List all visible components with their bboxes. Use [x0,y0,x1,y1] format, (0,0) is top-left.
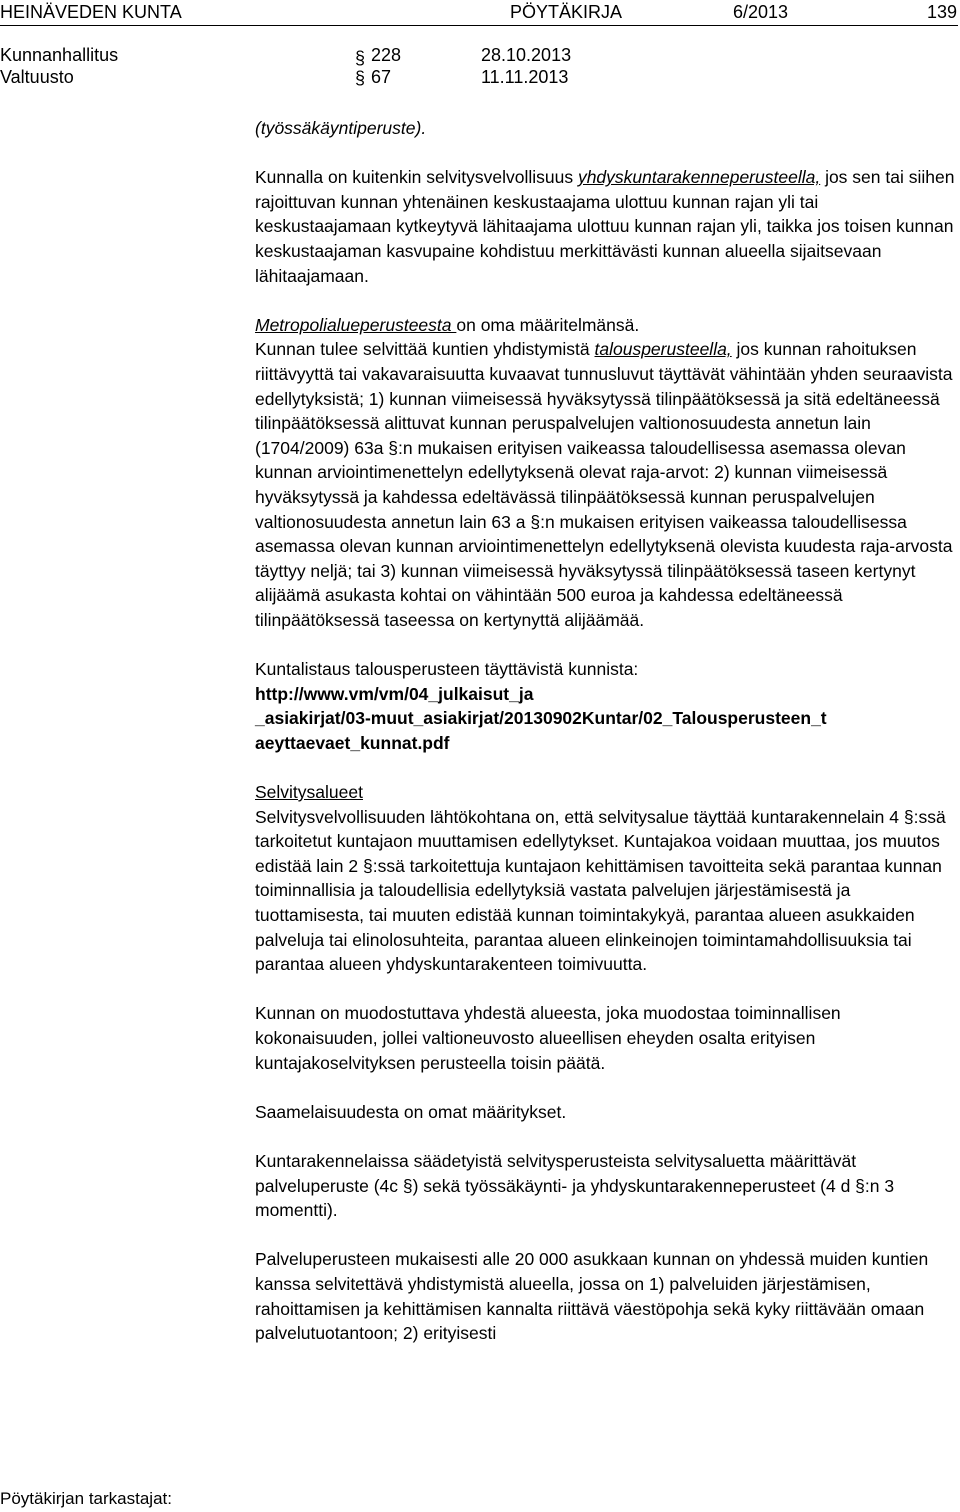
paragraph-saamelaisuus: Saamelaisuudesta on omat määritykset. [255,1101,567,1122]
term-yhdyskuntarakenneperusteella: yhdyskuntarakenneperusteella, [577,167,821,188]
url-link[interactable] [255,682,955,756]
footer-inspectors-label: Pöytäkirjan tarkastajat: [0,1489,172,1508]
meta-body: Kunnanhallitus [0,45,119,65]
paragraph-yhtenainen-alue: Kunnan on muodostuttava yhdestä alueesta, joka muodostaa toiminnallisen kokonaisuuden, jollei valtioneuvosto alueellisen eheyden osalta erityisen kuntajakoselvityksen perusteella toisin päätä. [255,1003,841,1073]
meta-date: 28.10.2013 [481,45,572,65]
document-body [255,116,955,1346]
document-type: PÖYTÄKIRJA [510,2,623,22]
paragraph-lahtokohta: Selvitysvelvollisuuden lähtökohtana on, että selvitysalue täyttää kuntarakennelain 4 §:ssä tarkoitetut kuntajaon muuttamisen edellytykset. Kuntajakoa voidaan muuttaa, jos muutos edistää lain 2 §:ssä tarkoitettuja kuntajaon kehittämisen tavoitteita sekä parantaa kunnan toiminnallisia ja taloudellisia edellytyksiä vastata palvelujen järjestämisestä ja tuottamisesta, tai muuten edistää kunnan toimintakykyä, parantaa alueen asukkaiden palveluja tai elinolosuhteita, parantaa alueen elinkeinojen toimintamahdollisuuksia tai parantaa alueen yhdyskuntarakenteen toimivuutta. [255,806,946,975]
meta-row-valtuusto [0,66,700,88]
paragraph-metropolialue [255,313,955,338]
text: Kunnalla on kuitenkin selvitysvelvollisuus [255,167,578,188]
meta-body: Valtuusto [0,67,74,87]
meta-date: 11.11.2013 [481,67,569,87]
url-part: aeyttaevaet_kunnat.pdf [255,732,450,753]
paragraph-selvitysperusteet: Kuntarakennelaissa säädetyistä selvitysperusteista selvitysaluetta määrittävät palveluperuste (4c §) sekä työssäkäynti- ja yhdyskuntarakenneperusteet (4 d §:n 3 momentti). [255,1150,895,1221]
issue-number: 6/2013 [733,2,789,22]
paragraph-palveluperuste: Palveluperusteen mukaisesti alle 20 000 asukkaan kunnan on yhdessä muiden kuntien kanssa selvitettävä yhdistymistä alueella, jossa on 1) palveluiden järjestämisen, rahoittamisen ja kehittämisen kannalta riittävä väestöpohja sekä kyky riittävään omaan palvelutuotantoon; 2) erityisesti [255,1249,929,1344]
url-part: _asiakirjat/03-muut_asiakirjat/20130902Kuntar/02_Talousperusteen_t [255,708,827,729]
heading-selvitysalueet: Selvitysalueet [255,782,363,803]
text: jos sen tai siihen rajoittuvan kunnan yhtenäinen keskustaajama ulottuu kunnan rajan yli tai keskustaajamaan kytkeytyvä lähitaajama ulottuu kunnan rajan yli, taikka jos toisen kunnan keskustaajaman kasvupaine kohdistuu merkittävästi kunnan alueella sijaitsevaan lähitaajamaan. [255,167,955,286]
paragraph-talousperuste [255,337,955,632]
page-number: 139 [927,2,958,22]
paragraph-kuntalistaus: Kuntalistaus talousperusteen täyttävistä kunnista: [255,659,639,680]
url-part: http://www.vm/vm/04_julkaisut_ja [255,683,534,704]
text: jos kunnan rahoituksen riittävyyttä tai vakavaraisuutta kuvaavat tunnusluvut täyttävät vähintään yhden seuraavista edellytyksistä; 1) kunnan viimeisessä hyväksytyssä tilinpäätöksessä ja sitä edeltäneessä tilinpäätöksessä alittuvat kunnan peruspalvelujen valtionosuudesta annetun lain (1704/2009) 63a §:n mukaisen erityisen vaikeassa taloudellisessa asemassa olevan kunnan arviointimenettelyn edellytyksenä olevat raja-arvot: 2) kunnan viimeisessä hyväksytyssä ja kahdessa edeltävässä tilinpäätöksessä kunnan peruspalvelujen valtionosuudesta annetun lain 63 a §:n mukaisen erityisen vaikeassa taloudellisessa asemassa olevan kunnan arviointimenettelyn edellytyksenä olevista kuudesta raja-arvosta täyttyy neljä; tai 3) kunnan viimeisessä hyväksytyssä tilinpäätöksessä taseen kertynyt alijäämä asukasta kohtai on vähintään 500 euroa ja kahdessa edeltäneessä tilinpäätöksessä taseessa on kertynyttä alijäämää. [255,339,953,630]
term-talousperusteella: talousperusteella, [594,339,732,360]
meta-section: 67 [371,67,392,87]
paragraph-yhdyskuntarakenne [255,165,955,288]
header-divider [0,25,958,26]
page-header [0,2,960,22]
text: Kunnan tulee selvittää kuntien yhdistymistä [255,339,595,360]
paragraph-continuation: (työssäkäyntiperuste). [255,118,427,138]
meta-row-kunnanhallitus [0,44,700,66]
municipality-name: HEINÄVEDEN KUNTA [0,2,182,22]
term-metropolialueperusteesta: Metropolialueperusteesta [255,314,457,335]
section-sign-icon: § § [355,48,366,88]
meta-section: 228 [371,45,402,65]
text: on oma määritelmänsä. [456,314,640,335]
